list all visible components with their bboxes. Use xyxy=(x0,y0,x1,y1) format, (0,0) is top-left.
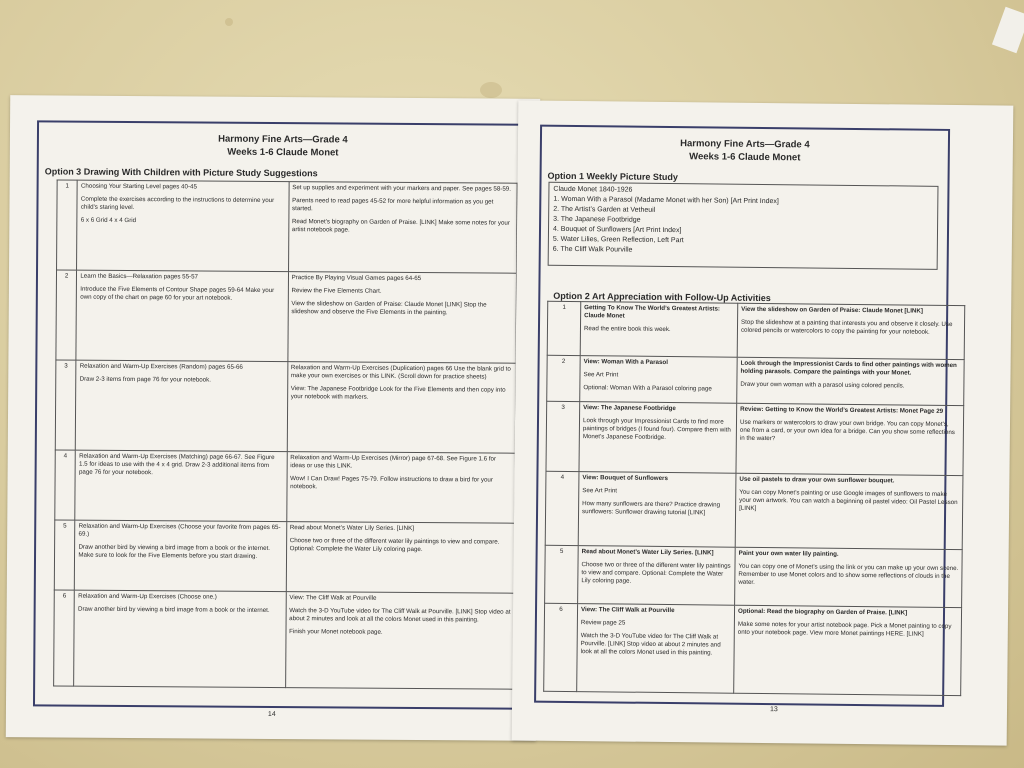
activity-cell xyxy=(285,592,514,690)
assignment-cell xyxy=(580,356,737,404)
activity-cell xyxy=(737,357,964,405)
cell-text: Read the entire book this week. xyxy=(583,325,671,334)
lesson-table xyxy=(53,179,518,689)
activity-cell xyxy=(288,182,517,274)
week-number: 1 xyxy=(57,180,78,270)
week-number: 3 xyxy=(546,401,580,471)
lesson-table xyxy=(543,301,965,696)
cell-text: Paint your own water lily painting. xyxy=(738,549,839,558)
cell-text: Wow! I Can Draw! Pages 75-79. Follow instructions to draw a bird for your notebook. xyxy=(290,475,493,491)
assignment-cell xyxy=(75,520,287,591)
cell-text: Relaxation and Warm-Up Exercises (Duplication) pages 66 Use the blank grid to make your own exercises or this LINK. (Scroll down for practice sheets) xyxy=(290,364,511,381)
table-row xyxy=(544,603,962,695)
page-13 xyxy=(512,100,1014,745)
assignment-cell xyxy=(578,546,736,606)
table-stain xyxy=(480,82,502,98)
cell-text: Optional: Woman With a Parasol coloring page xyxy=(583,384,712,393)
page-number: 13 xyxy=(769,706,778,714)
activity-cell xyxy=(735,473,963,549)
cell-text: Review: Getting to Know the World’s Greatest Artists: Monet Page 29 xyxy=(740,405,944,415)
cell-text: How many sunflowers are there? Practice drawing sunflowers: Sunflower drawing tutorial [LINK] xyxy=(582,500,721,517)
activity-cell xyxy=(286,452,515,524)
assignment-cell xyxy=(577,604,735,694)
assignment-cell xyxy=(76,270,288,361)
page-subtitle: Weeks 1-6 Claude Monet xyxy=(227,146,339,159)
picture-item[interactable]: 4. Bouquet of Sunflowers [Art Print Index] xyxy=(552,225,682,235)
cell-text: Review the Five Elements Chart. xyxy=(291,287,382,295)
cell-text: Draw your own woman with a parasol using colored pencils. xyxy=(740,380,905,390)
cell-text: See Art Print xyxy=(583,371,619,379)
table-row xyxy=(55,360,516,453)
cell-text: Read about Monet’s Water Lily Series. [LINK] xyxy=(581,548,714,557)
page-header xyxy=(39,131,527,160)
option-title: Option 3 Drawing With Children with Picture Study Suggestions xyxy=(44,166,318,179)
cell-text: Choosing Your Starting Level pages 40-45 xyxy=(80,182,197,191)
cell-text: You can copy Monet’s painting or use Google images of sunflowers to make your own artwork. You can watch a beginning oil pastel video: Oil Pastel Lesson [LINK] xyxy=(739,488,958,512)
picture-item[interactable]: 5. Water Lilies, Green Reflection, Left Part xyxy=(552,235,684,245)
cell-text: Getting To Know The World’s Greatest Artists: Claude Monet xyxy=(584,304,721,320)
cell-text: Stop the slideshow at a painting that interests you and observe it closely. Use colored pencils or watercolors to copy the painting for your notebook. xyxy=(740,318,953,336)
cell-text: Choose two or three of the different water lily paintings to view and compare. Optional: Complete the Water Lily coloring page. xyxy=(581,561,731,585)
table-stain xyxy=(225,18,233,26)
cell-text: Relaxation and Warm-Up Exercises (Choose one.) xyxy=(78,592,217,601)
activity-cell xyxy=(286,522,515,594)
cell-text: Look through your Impressionist Cards to find more paintings of bridges (I found four). Compare them with Monet’s Japanese Footbridge. xyxy=(582,417,731,441)
assignment-cell xyxy=(75,450,287,521)
picture-item[interactable]: 3. The Japanese Footbridge xyxy=(553,215,641,224)
cell-text: Set up supplies and experiment with your markers and paper. See pages 58-59. xyxy=(292,184,511,193)
week-number: 6 xyxy=(54,590,75,686)
cell-text: Practice By Playing Visual Games pages 64-65 xyxy=(291,274,422,283)
page-subtitle: Weeks 1-6 Claude Monet xyxy=(689,151,801,164)
option-title: Option 1 Weekly Picture Study xyxy=(547,170,678,183)
page-title: Harmony Fine Arts—Grade 4 xyxy=(680,138,810,151)
cell-text: Complete the exercises according to the instructions to determine your child’s staring level. xyxy=(80,195,275,212)
cell-text: Review page 25 xyxy=(580,619,626,627)
cell-text: See Art Print xyxy=(582,487,618,495)
picture-item[interactable]: 6. The Cliff Walk Pourville xyxy=(552,245,633,254)
week-number: 5 xyxy=(545,545,579,603)
cell-text: View: Bouquet of Sunflowers xyxy=(582,474,668,483)
page-border xyxy=(534,125,959,707)
cell-text: Learn the Basics—Relaxation pages 55-57 xyxy=(80,272,199,281)
activity-cell xyxy=(287,272,516,364)
cell-text: Relaxation and Warm-Up Exercises (Mirror) page 67-68. See Figure 1.6 for ideas or use this LINK. xyxy=(290,454,497,470)
assignment-cell xyxy=(76,360,288,451)
cell-text: View: The Cliff Walk at Pourville xyxy=(289,594,377,602)
activity-cell xyxy=(736,403,964,475)
table-row xyxy=(545,545,963,607)
cell-text: Choose two or three of the different water lily paintings to view and compare. Optional: Complete the Water Lily coloring page. xyxy=(289,537,500,554)
picture-list-header: Claude Monet 1840-1926 xyxy=(553,185,633,194)
table-row xyxy=(55,450,515,523)
table-row xyxy=(56,270,517,363)
page-14 xyxy=(6,95,540,741)
cell-text: View: Woman With a Parasol xyxy=(583,358,668,367)
cell-text: You can copy one of Monet’s using the link or you can make up your own scene. Remember to use Monet colors and to show some reflections of clouds in the water. xyxy=(738,562,959,586)
assignment-cell xyxy=(578,472,736,548)
cell-text: Use markers or watercolors to draw your own bridge. You can copy Monet’s, one from a card, or your own idea for a bridge. Can you show some reflections in the water? xyxy=(739,418,955,443)
cell-text: Make some notes for your artist notebook page. Pick a Monet painting to copy onto your notebook page. View more Monet paintings HERE. [LINK] xyxy=(737,620,952,638)
cell-text: Draw another bird by viewing a bird image from a book or the internet. Make sure to look for the Five Elements before you start drawing. xyxy=(78,543,271,560)
table-row xyxy=(57,180,518,273)
cell-text: Finish your Monet notebook page. xyxy=(289,628,383,636)
cell-text: Optional: Read the biography on Garden of Praise. [LINK] xyxy=(737,607,908,617)
cell-text: Watch the 3-D YouTube video for The Cliff Walk at Pourville. [LINK] Stop video at about 2 minutes and look at all the colors Monet used in this painting. xyxy=(580,632,721,657)
activity-cell xyxy=(734,605,962,695)
cell-text: View: The Cliff Walk at Pourville xyxy=(580,606,675,615)
cell-text: View: The Japanese Footbridge xyxy=(583,404,676,413)
week-number: 3 xyxy=(55,360,76,450)
cell-text: Introduce the Five Elements of Contour Shape pages 59-64 Make your own copy of the chart on page 60 for your art notebook. xyxy=(80,285,275,302)
paper-scrap xyxy=(992,7,1024,53)
cell-text: View the slideshow on Garden of Praise: Claude Monet [LINK] xyxy=(741,305,923,315)
cell-text: 6 x 6 Grid 4 x 4 Grid xyxy=(80,216,137,225)
cell-text: Watch the 3-D YouTube video for The Cliff Walk at Pourville. [LINK] Stop video at about 2 minutes and look at all the colors Monet used in this painting. xyxy=(289,607,511,624)
cell-text: Relaxation and Warm-Up Exercises (Random) pages 65-66 xyxy=(79,362,243,371)
table-row xyxy=(545,471,963,549)
cell-text: Read Monet’s biography on Garden of Praise. [LINK] Make some notes for your artist notebook page. xyxy=(291,218,510,234)
week-number: 6 xyxy=(544,603,578,691)
week-number: 4 xyxy=(545,471,579,545)
cell-text: View the slideshow on Garden of Praise: Claude Monet [LINK] Stop the slideshow and observe the Five Elements in the painting. xyxy=(291,300,487,317)
page-border xyxy=(33,120,529,709)
activity-cell xyxy=(287,362,516,454)
assignment-cell xyxy=(77,180,289,271)
table-row xyxy=(546,401,964,475)
page-header xyxy=(542,136,948,166)
cell-text: Use oil pastels to draw your own sunflower bouquet. xyxy=(739,475,895,485)
page-title: Harmony Fine Arts—Grade 4 xyxy=(218,133,348,146)
week-number: 2 xyxy=(56,270,77,360)
picture-item[interactable]: 2. The Artist’s Garden at Vetheuil xyxy=(553,205,656,214)
week-number: 2 xyxy=(547,355,580,401)
cell-text: Read about Monet’s Water Lily Series. [LINK] xyxy=(289,524,415,532)
table-row xyxy=(547,355,964,405)
table-row xyxy=(54,520,514,593)
cell-text: Relaxation and Warm-Up Exercises (Choose your favorite from pages 65-69.) xyxy=(78,522,281,538)
table-row xyxy=(547,301,965,359)
picture-list xyxy=(548,182,939,270)
option-title: Option 2 Art Appreciation with Follow-Up Activities xyxy=(553,290,771,304)
week-number: 1 xyxy=(547,301,581,355)
assignment-cell xyxy=(580,302,738,358)
assignment-cell xyxy=(74,590,286,687)
activity-cell xyxy=(735,547,963,607)
page-number: 14 xyxy=(267,710,276,719)
picture-item[interactable]: 1. Woman With a Parasol (Madame Monet with her Son) [Art Print Index] xyxy=(553,195,779,206)
activity-cell xyxy=(737,303,965,359)
cell-text: Look through the Impressionist Cards to find other paintings with women holding parasols. Compare the paintings with your Monet. xyxy=(740,359,957,377)
cell-text: Draw 2-3 items from page 76 for your notebook. xyxy=(79,375,212,384)
week-number: 5 xyxy=(54,520,75,590)
cell-text: View: The Japanese Footbridge Look for the Five Elements and then copy into your notebook with markers. xyxy=(290,385,506,401)
week-number: 4 xyxy=(55,450,76,520)
assignment-cell xyxy=(579,402,737,474)
cell-text: Relaxation and Warm-Up Exercises (Matching) page 66-67. See Figure 1.5 for ideas to use with the 4 x 4 grid. Draw 2-3 additional items from page 76 for your notebook. xyxy=(78,452,275,477)
table-row xyxy=(54,590,515,689)
cell-text: Parents need to read pages 45-52 for more helpful information as you get started. xyxy=(292,197,494,213)
cell-text: Draw another bird by viewing a bird image from a book or the internet. xyxy=(77,605,270,614)
